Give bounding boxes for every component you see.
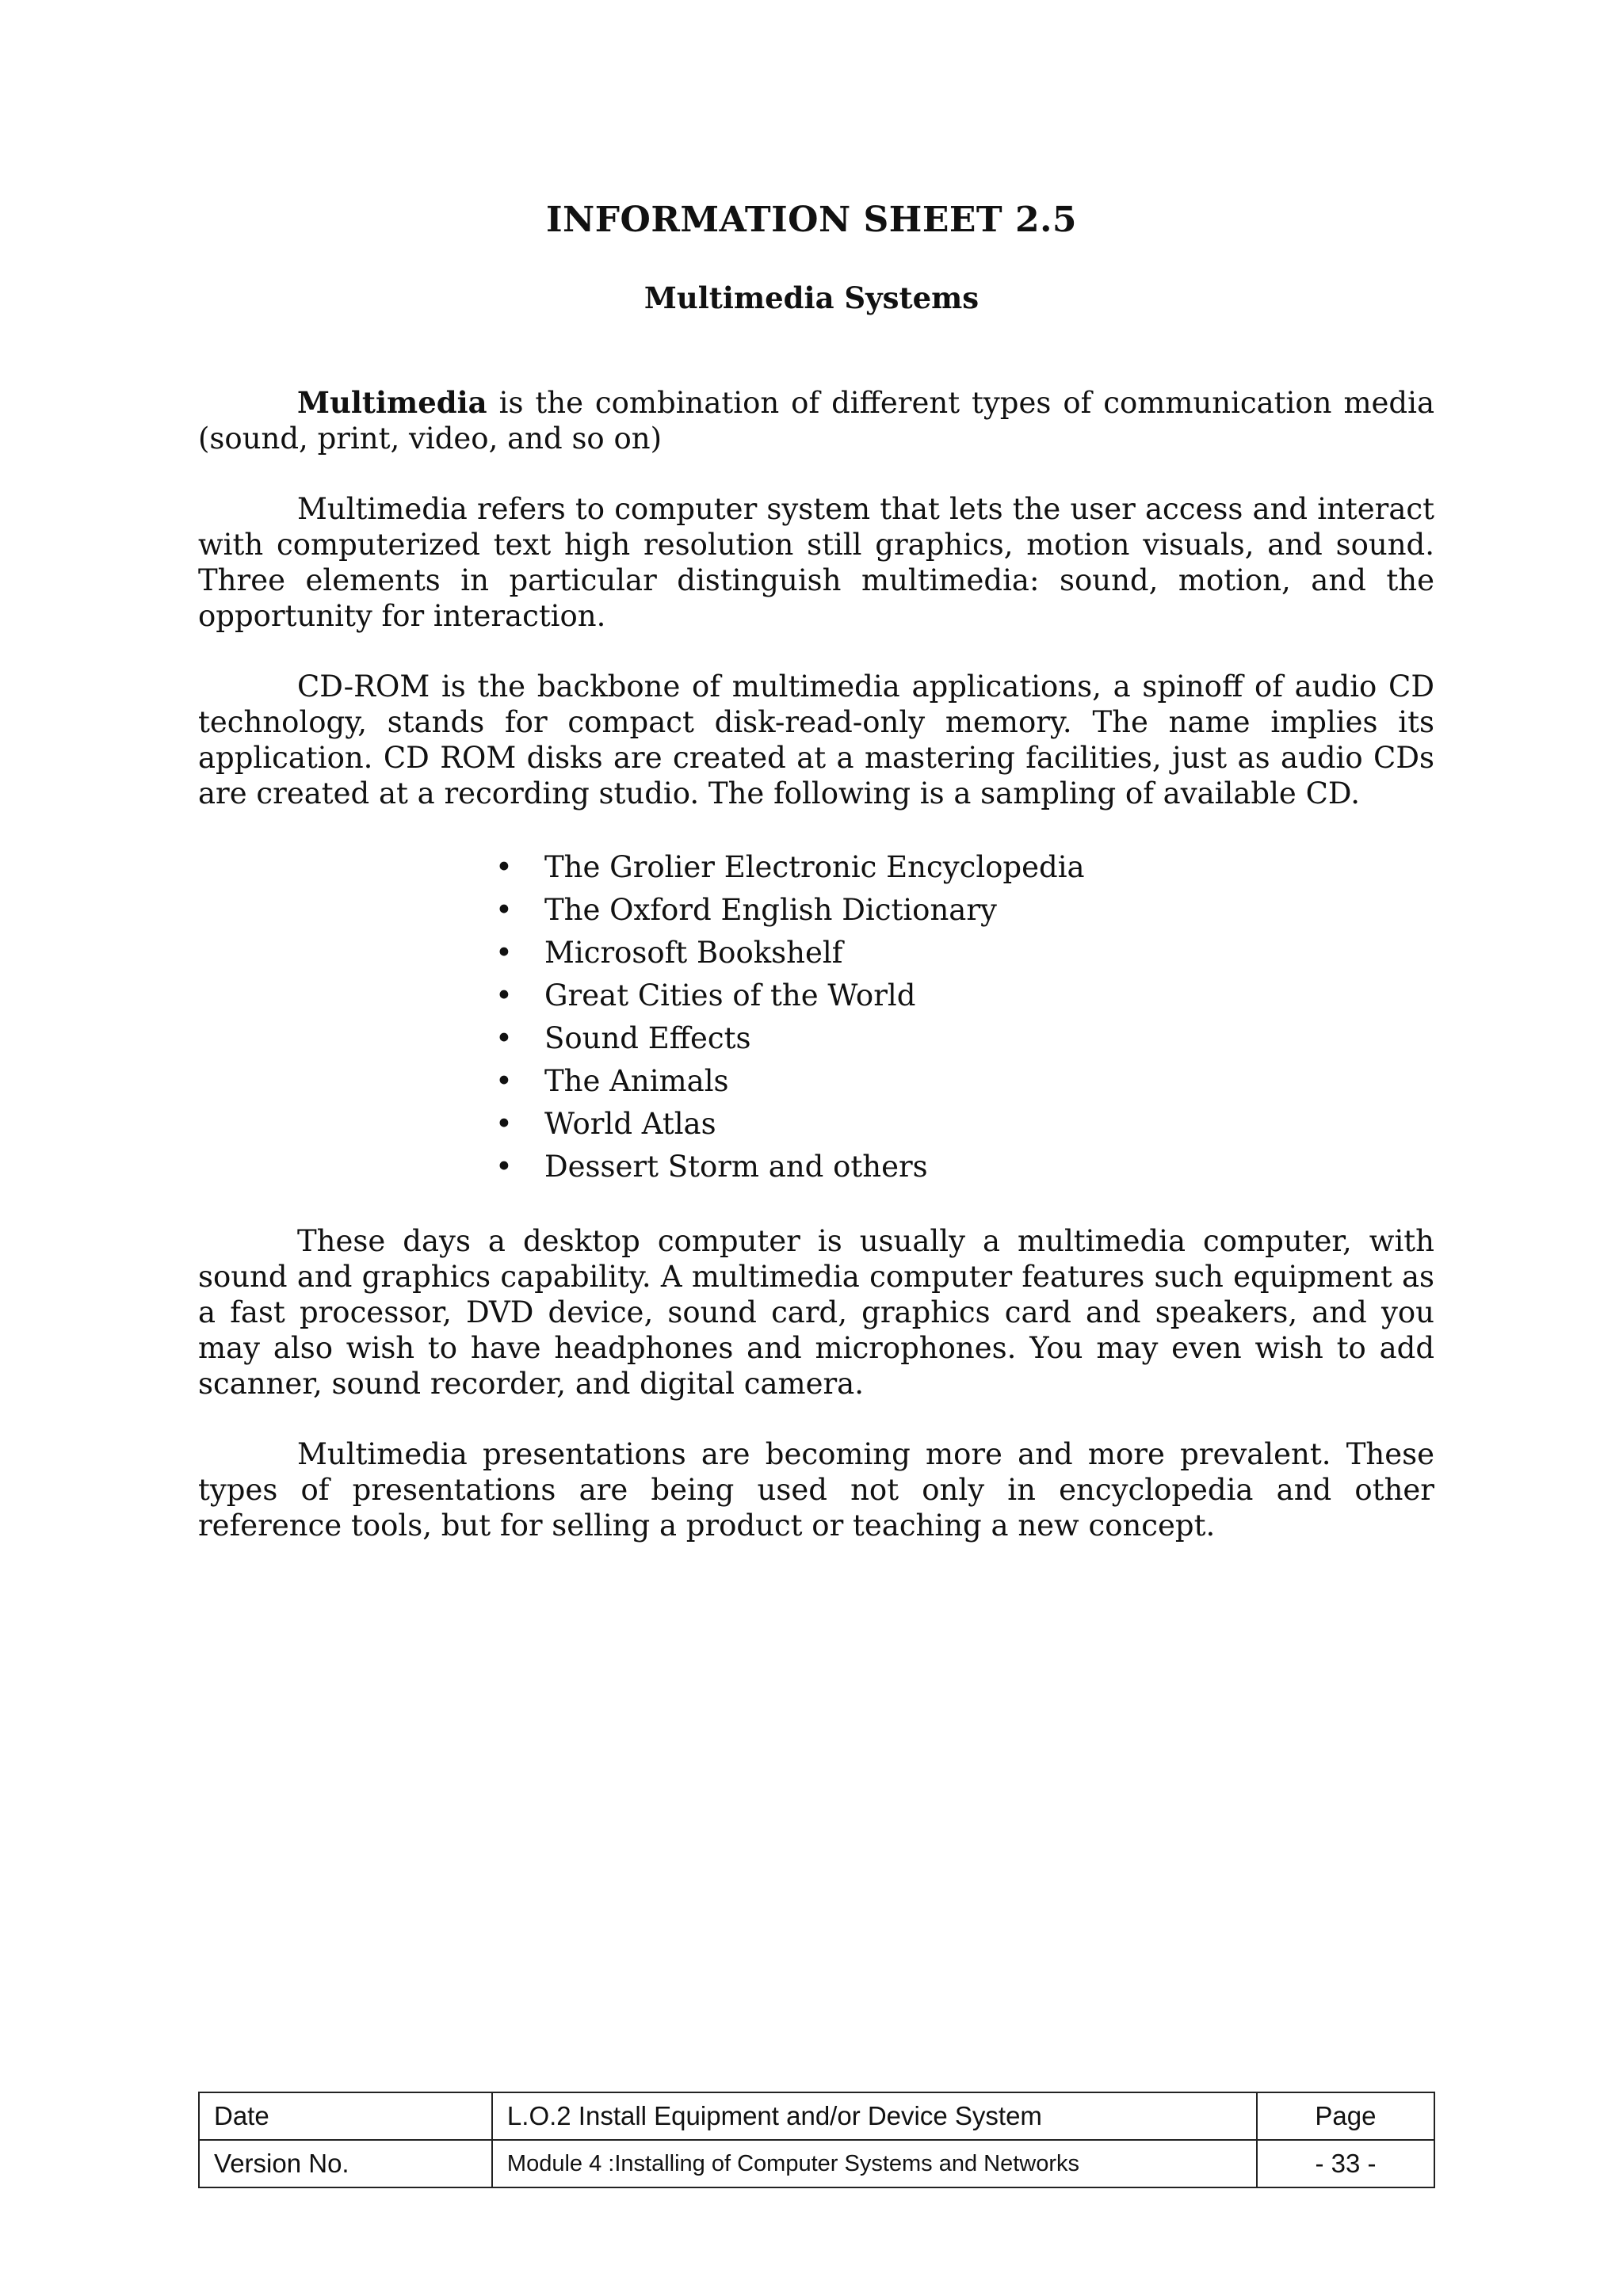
list-item-label: Sound Effects bbox=[544, 1021, 751, 1055]
footer-lo-title: L.O.2 Install Equipment and/or Device System bbox=[492, 2092, 1257, 2140]
footer-page-label: Page bbox=[1257, 2092, 1434, 2140]
bullet-icon: • bbox=[495, 1150, 513, 1184]
bullet-icon: • bbox=[495, 1107, 513, 1141]
list-item bbox=[495, 1017, 1623, 1060]
intro-paragraph bbox=[198, 385, 1434, 456]
list-item-label: World Atlas bbox=[544, 1107, 716, 1141]
list-item-label: Microsoft Bookshelf bbox=[544, 936, 843, 970]
footer-row-top bbox=[199, 2092, 1434, 2140]
list-item-label: The Grolier Electronic Encyclopedia bbox=[544, 850, 1085, 884]
footer-module-title: Module 4 :Installing of Computer Systems and Networks bbox=[492, 2140, 1257, 2187]
intro-term: Multimedia bbox=[297, 385, 487, 420]
list-item-label: The Oxford English Dictionary bbox=[544, 893, 997, 927]
paragraph-multimedia-definition: Multimedia refers to computer system that lets the user access and interact with computerized text high resolution still graphics, motion visuals, and sound. Three elements in particular distinguish multimedia: sound, motion, and the opportunity for interaction. bbox=[198, 492, 1434, 633]
page-title: INFORMATION SHEET 2.5 bbox=[545, 200, 1078, 240]
intro-definition: is the combination of different types of communication media (sound, print, video, and so on) bbox=[198, 386, 1434, 456]
footer-row-bottom bbox=[199, 2140, 1434, 2187]
bullet-icon: • bbox=[495, 978, 513, 1013]
list-item bbox=[495, 846, 1623, 889]
list-item-label: Great Cities of the World bbox=[544, 978, 916, 1013]
footer-table bbox=[198, 2092, 1435, 2188]
list-item-label: Dessert Storm and others bbox=[544, 1150, 928, 1184]
list-item bbox=[495, 1060, 1623, 1103]
footer-page-number: - 33 - bbox=[1257, 2140, 1434, 2187]
paragraph-desktop-multimedia: These days a desktop computer is usually a multimedia computer, with sound and graphics capability. A multimedia computer features such equipment as a fast processor, DVD device, sound card, graphics card and speakers, and you may also wish to have headphones and microphones. You may even wish to add scanner, sound recorder, and digital camera. bbox=[198, 1224, 1434, 1401]
list-item bbox=[495, 889, 1623, 932]
list-item bbox=[495, 932, 1623, 974]
bullet-icon: • bbox=[495, 1021, 513, 1055]
footer-version-label: Version No. bbox=[199, 2140, 492, 2187]
list-item bbox=[495, 1146, 1623, 1188]
list-item bbox=[495, 974, 1623, 1017]
paragraph-cd-rom: CD-ROM is the backbone of multimedia applications, a spinoff of audio CD technology, stands for compact disk-read-only memory. The name implies its application. CD ROM disks are created at a mastering facilities, just as audio CDs are created at a recording studio. The following is a sampling of available CD. bbox=[198, 669, 1434, 810]
paragraph-presentations: Multimedia presentations are becoming more and more prevalent. These types of presentations are being used not only in encyclopedia and other reference tools, but for selling a product or teaching a new concept. bbox=[198, 1437, 1434, 1543]
bullet-icon: • bbox=[495, 1064, 513, 1098]
list-item-label: The Animals bbox=[544, 1064, 729, 1098]
list-item bbox=[495, 1103, 1623, 1146]
bullet-icon: • bbox=[495, 893, 513, 927]
footer-date-label: Date bbox=[199, 2092, 492, 2140]
document-body bbox=[198, 385, 1434, 1578]
page-subtitle: Multimedia Systems bbox=[643, 280, 980, 315]
cd-sampling-list bbox=[495, 846, 1623, 1188]
bullet-icon: • bbox=[495, 850, 513, 884]
bullet-icon: • bbox=[495, 936, 513, 970]
